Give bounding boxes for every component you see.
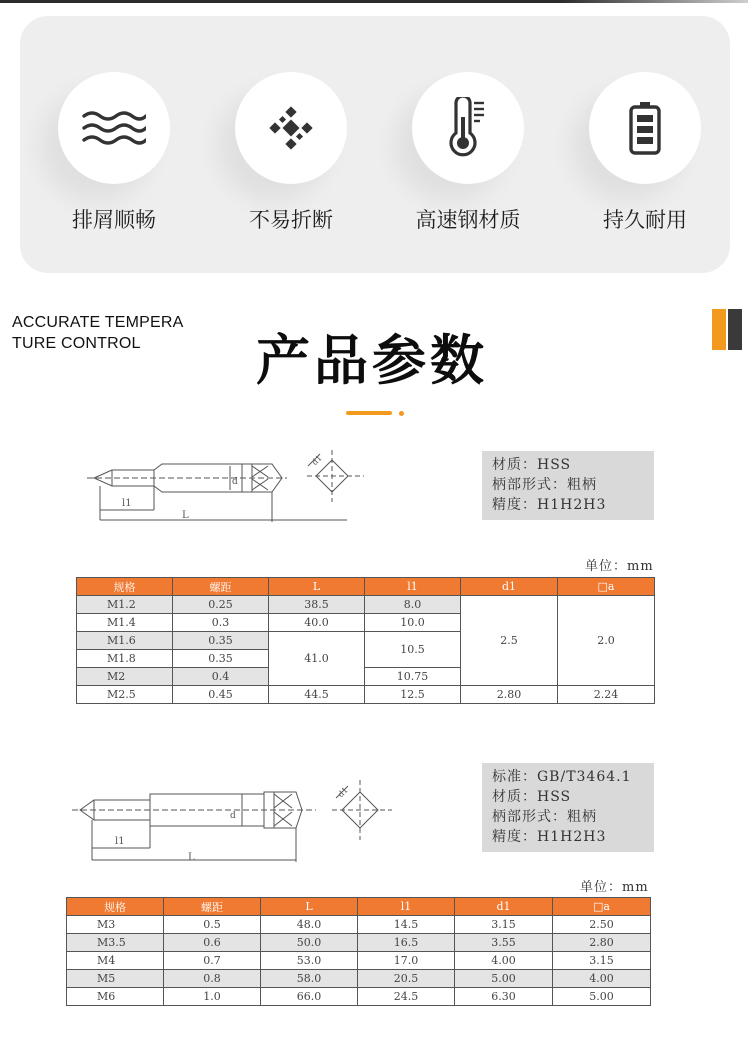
table-cell: 3.15 <box>553 952 651 970</box>
table-cell: 0.7 <box>164 952 261 970</box>
table-row <box>67 952 651 970</box>
tap-drawing-1 <box>82 440 372 528</box>
table-cell: 53.0 <box>261 952 358 970</box>
spec-line: 精度：H1H2H3 <box>492 497 607 513</box>
table-cell: 1.0 <box>164 988 261 1006</box>
table-cell: 0.4 <box>173 668 269 686</box>
table-cell: M1.4 <box>77 614 173 632</box>
table-cell: 2.50 <box>553 916 651 934</box>
table-cell: 12.5 <box>365 686 461 704</box>
table-header-row <box>77 578 655 596</box>
unit-label-2: 单位：mm <box>580 880 649 895</box>
table-cell: 6.30 <box>455 988 553 1006</box>
param-table-1 <box>76 577 655 704</box>
table-cell: M6 <box>67 988 164 1006</box>
title-underline-dot <box>399 411 404 416</box>
table-cell: 0.8 <box>164 970 261 988</box>
feature-unbreakable <box>235 72 347 234</box>
table-cell: M3 <box>67 916 164 934</box>
table-cell: 4.00 <box>455 952 553 970</box>
table-cell: M2 <box>77 668 173 686</box>
dim-label-L: L <box>188 852 195 863</box>
top-divider-fade <box>560 0 748 3</box>
decor-bar-dark <box>728 309 742 350</box>
tap-drawing-2 <box>70 770 400 866</box>
table-cell: 17.0 <box>358 952 455 970</box>
table-cell: 0.6 <box>164 934 261 952</box>
decor-bar-orange <box>712 309 726 350</box>
feature-chip-removal <box>58 72 170 234</box>
header-cell: 螺距 <box>173 578 269 596</box>
table-cell: 0.45 <box>173 686 269 704</box>
table-cell: 2.0 <box>558 596 655 686</box>
dim-label-d: d <box>232 477 238 487</box>
table-row <box>77 686 655 704</box>
header-cell: d1 <box>455 898 553 916</box>
table-cell: 2.80 <box>553 934 651 952</box>
diamond-dots-icon <box>235 72 347 184</box>
spec-line: 材质：HSS <box>492 457 572 473</box>
battery-icon <box>589 72 701 184</box>
table-cell: 8.0 <box>365 596 461 614</box>
table-cell: 0.3 <box>173 614 269 632</box>
feature-label: 高速钢材质 <box>415 208 521 232</box>
table-cell: 10.0 <box>365 614 461 632</box>
table-cell: M1.2 <box>77 596 173 614</box>
table-cell: 0.35 <box>173 650 269 668</box>
feature-label: 不易折断 <box>249 208 333 232</box>
spec-line: 精度：H1H2H3 <box>492 829 607 845</box>
table-cell: 50.0 <box>261 934 358 952</box>
table-cell: 0.25 <box>173 596 269 614</box>
header-cell: □a <box>558 578 655 596</box>
spec-line: 柄部形式：粗柄 <box>492 477 597 493</box>
spec-line: 标准：GB/T3464.1 <box>492 769 632 785</box>
table-cell: 48.0 <box>261 916 358 934</box>
feature-panel <box>20 16 730 273</box>
feature-label: 持久耐用 <box>603 208 687 232</box>
english-subtitle-line: TURE CONTROL <box>12 335 141 352</box>
table-cell: 20.5 <box>358 970 455 988</box>
section-title: 产品参数 <box>256 329 488 392</box>
table-cell: M1.6 <box>77 632 173 650</box>
table-cell: 2.80 <box>461 686 558 704</box>
table-row <box>67 970 651 988</box>
table-cell: 41.0 <box>269 632 365 686</box>
dim-label-d1: d1 <box>310 453 324 468</box>
table-cell: 16.5 <box>358 934 455 952</box>
table-cell: 40.0 <box>269 614 365 632</box>
table-cell: 5.00 <box>553 988 651 1006</box>
english-subtitle <box>12 312 184 354</box>
table-cell: 10.5 <box>365 632 461 668</box>
table-cell: M2.5 <box>77 686 173 704</box>
table-cell: 4.00 <box>553 970 651 988</box>
wave-icon <box>58 72 170 184</box>
table-cell: M5 <box>67 970 164 988</box>
table-row <box>67 916 651 934</box>
table-cell: M4 <box>67 952 164 970</box>
table-cell: 44.5 <box>269 686 365 704</box>
header-cell: 规格 <box>77 578 173 596</box>
table-cell: 3.15 <box>455 916 553 934</box>
dim-label-l1: l1 <box>122 498 132 509</box>
table-cell: 14.5 <box>358 916 455 934</box>
table-cell: 2.24 <box>558 686 655 704</box>
table-cell: M3.5 <box>67 934 164 952</box>
dim-label-d1: d1 <box>336 785 350 800</box>
header-cell: □a <box>553 898 651 916</box>
header-cell: L <box>269 578 365 596</box>
header-cell: l1 <box>365 578 461 596</box>
header-cell: d1 <box>461 578 558 596</box>
header-cell: 螺距 <box>164 898 261 916</box>
dim-label-d: d <box>230 811 236 821</box>
spec-line: 材质：HSS <box>492 789 572 805</box>
table-cell: 10.75 <box>365 668 461 686</box>
feature-hss-material <box>412 72 524 234</box>
dim-label-L: L <box>182 510 189 521</box>
table-cell: 0.35 <box>173 632 269 650</box>
spec-line: 柄部形式：粗柄 <box>492 809 597 825</box>
header-cell: l1 <box>358 898 455 916</box>
table-row <box>77 596 655 614</box>
header-cell: 规格 <box>67 898 164 916</box>
table-cell: 24.5 <box>358 988 455 1006</box>
table-cell: 38.5 <box>269 596 365 614</box>
feature-durable <box>589 72 701 234</box>
table-cell: 3.55 <box>455 934 553 952</box>
table-cell: 2.5 <box>461 596 558 686</box>
thermometer-icon <box>412 72 524 184</box>
dim-label-l1: l1 <box>115 836 125 847</box>
table-cell: 66.0 <box>261 988 358 1006</box>
table-row <box>67 934 651 952</box>
table-cell: 58.0 <box>261 970 358 988</box>
feature-label: 排屑顺畅 <box>72 208 156 232</box>
table-cell: 0.5 <box>164 916 261 934</box>
header-cell: L <box>261 898 358 916</box>
table-header-row <box>67 898 651 916</box>
param-table-2 <box>66 897 651 1006</box>
unit-label-1: 单位：mm <box>585 559 654 574</box>
english-subtitle-line: ACCURATE TEMPERA <box>12 314 184 331</box>
table-cell: 5.00 <box>455 970 553 988</box>
title-underline <box>346 411 392 415</box>
table-row <box>67 988 651 1006</box>
spec-box-2 <box>482 763 654 852</box>
table-cell: M1.8 <box>77 650 173 668</box>
spec-box-1 <box>482 451 654 520</box>
